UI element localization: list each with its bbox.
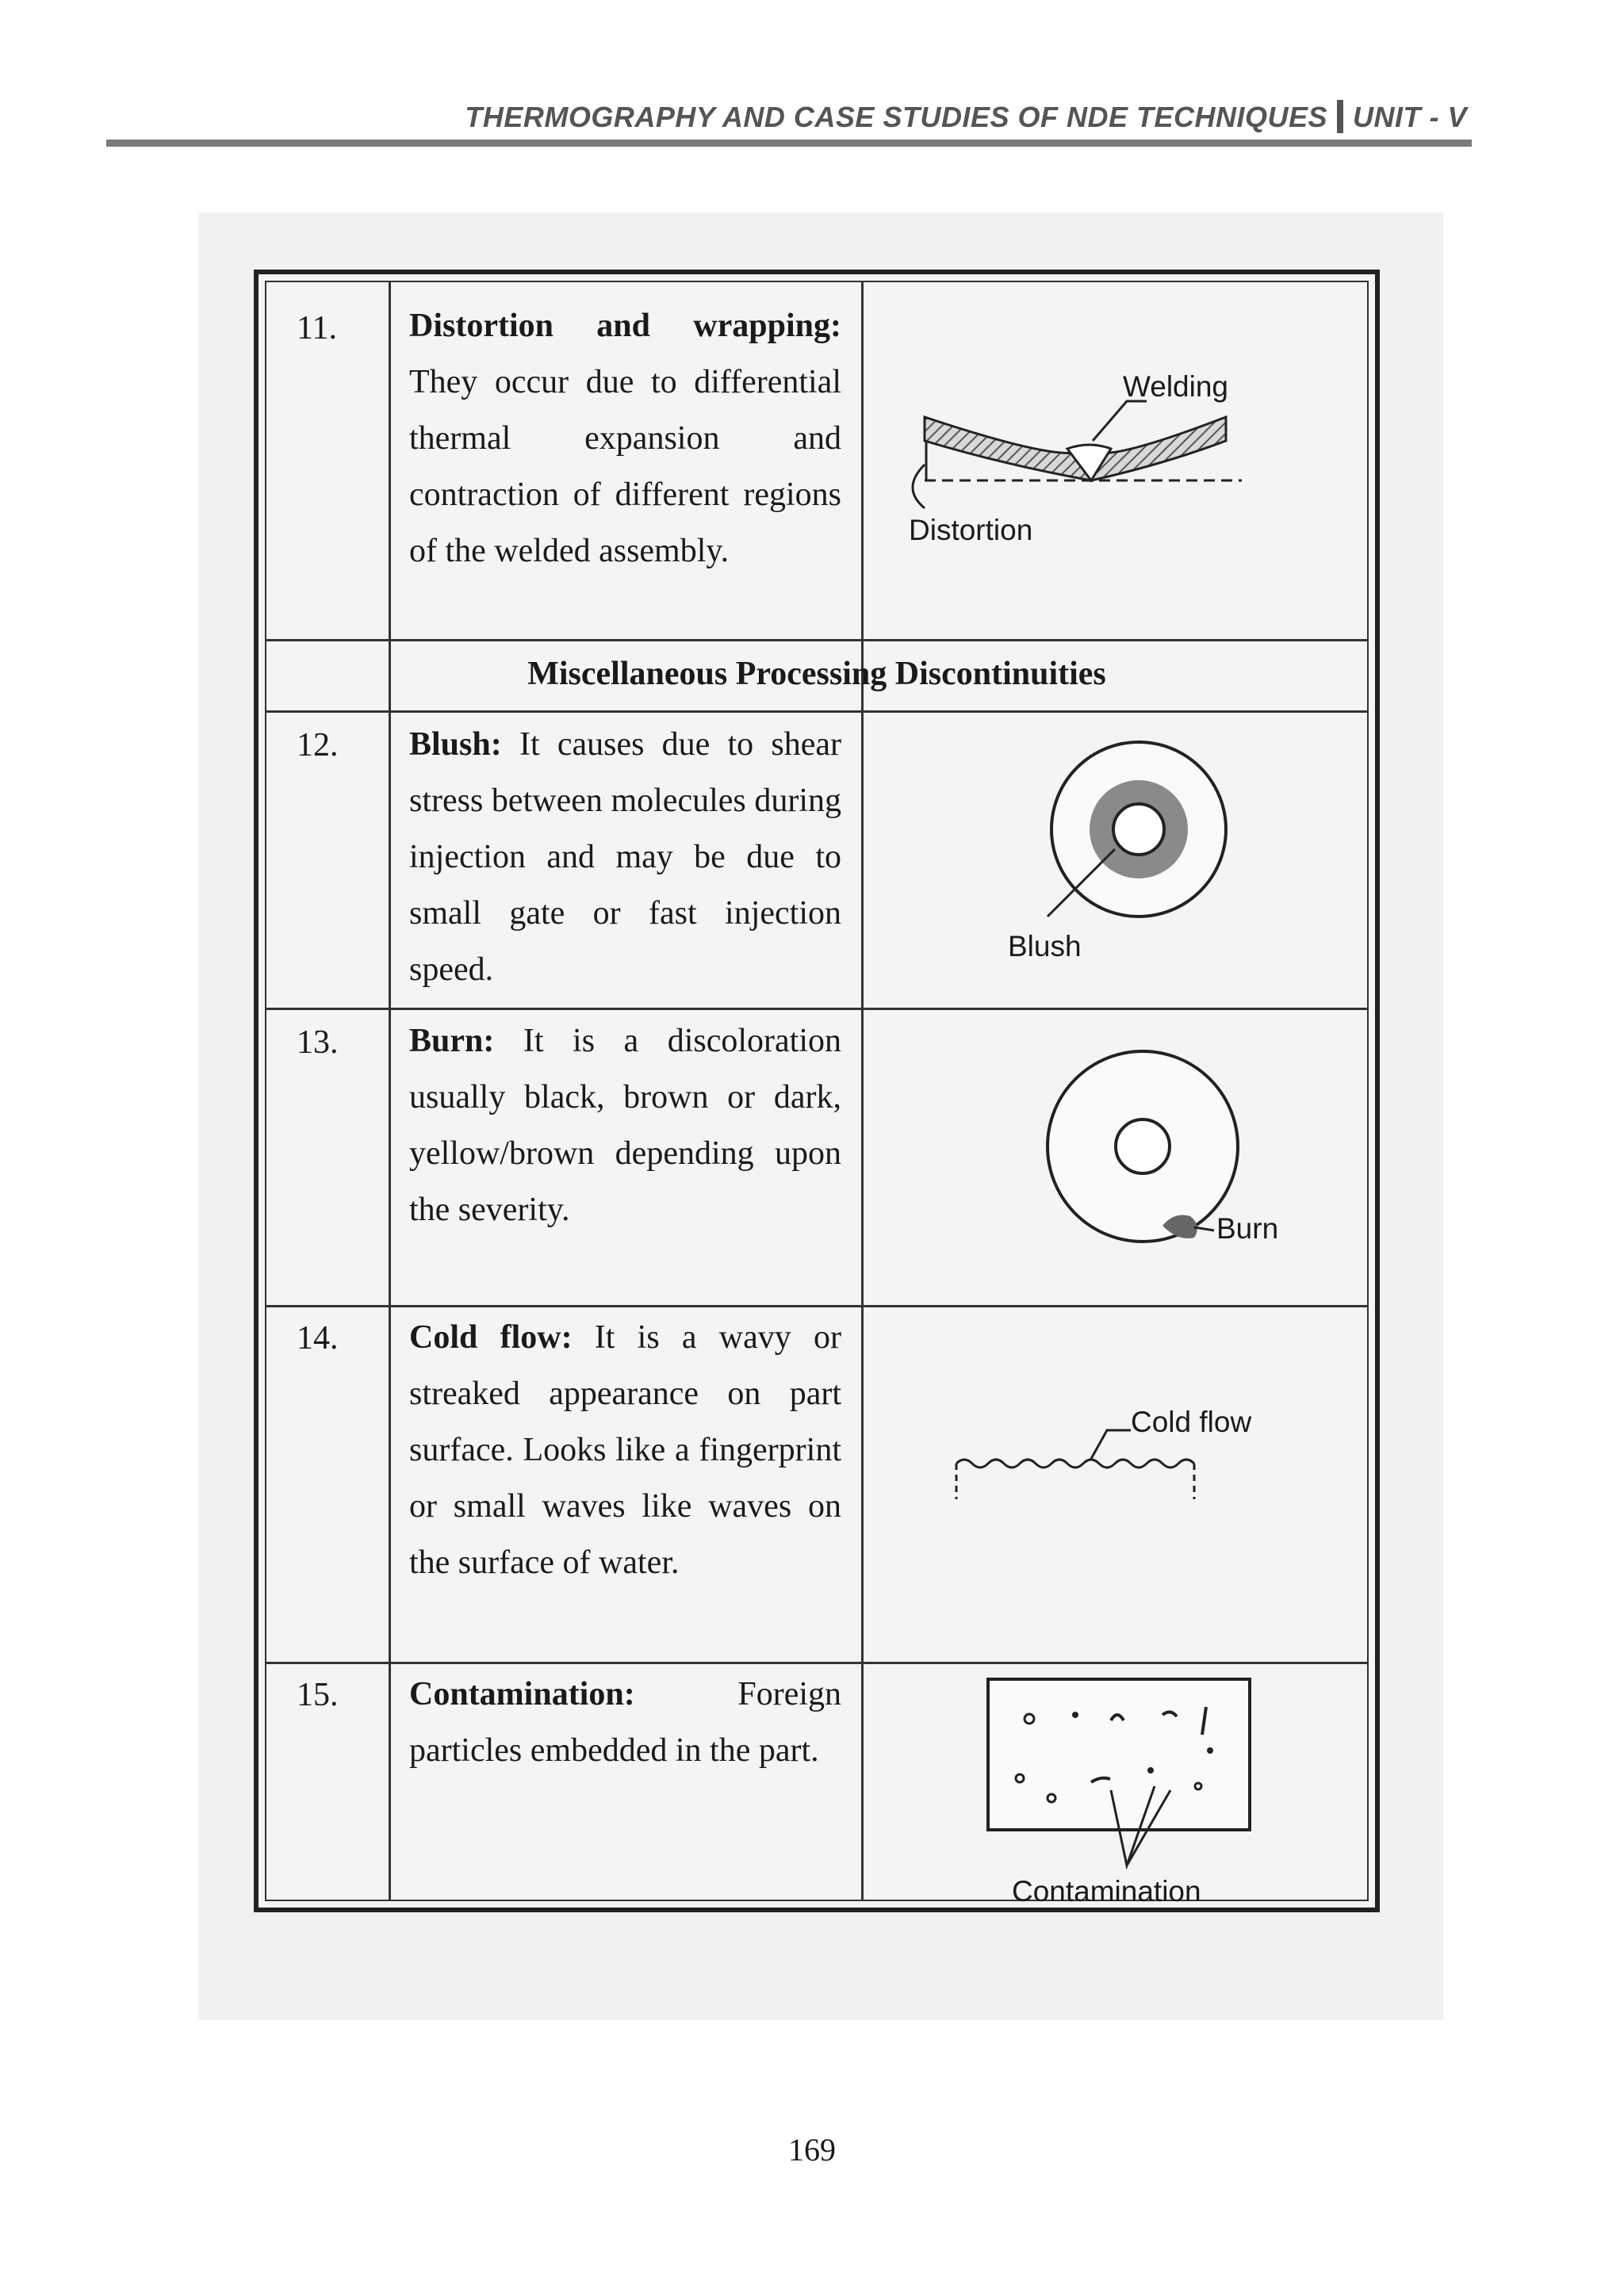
row-13-description: It is a discoloration usually black, brown or dark, yellow/brown depending upon the severity.	[409, 1023, 841, 1228]
row-15-text	[409, 1667, 841, 1779]
row-divider-12	[266, 1008, 1367, 1010]
row-divider-heading	[266, 710, 1367, 713]
row-number-14: 14.	[297, 1320, 339, 1357]
column-divider-2	[861, 282, 864, 1900]
header-title	[465, 100, 1467, 134]
header-separator	[1337, 100, 1343, 133]
row-14-description: It is a wavy or streaked appearance on part surface. Looks like a fingerprint or small waves like waves on the surface of water.	[409, 1319, 841, 1581]
particle-2	[1072, 1712, 1078, 1718]
contamination-label: Contamination	[1012, 1875, 1201, 1908]
row-divider-14	[266, 1662, 1367, 1664]
distortion-leader	[913, 465, 925, 508]
burn-figure	[964, 1043, 1345, 1281]
header-rule	[106, 140, 1472, 147]
page-number: 169	[788, 2132, 836, 2168]
wavy-surface	[956, 1460, 1194, 1468]
particle-1	[1025, 1714, 1034, 1724]
row-14-text	[409, 1310, 841, 1591]
row-13-term: Burn:	[409, 1023, 495, 1059]
row-number-12: 12.	[297, 727, 339, 763]
blush-gate	[1113, 804, 1164, 855]
row-12-description: It causes due to shear stress between molecules during injection and may be due to small gate or fast injection speed.	[409, 726, 841, 988]
welding-leader	[1093, 401, 1147, 441]
section-heading: Miscellaneous Processing Discontinuities	[527, 656, 1106, 692]
header-unit: UNIT - V	[1353, 101, 1467, 133]
blush-figure	[980, 726, 1337, 996]
row-number-13: 13.	[297, 1024, 339, 1061]
contaminated-part	[988, 1679, 1250, 1830]
defects-table	[254, 270, 1380, 1912]
row-15-description: Foreign particles embedded in the part.	[409, 1676, 841, 1769]
burn-label: Burn	[1216, 1212, 1279, 1245]
particle-7	[1016, 1774, 1024, 1782]
row-number-15: 15.	[297, 1677, 339, 1713]
particle-11	[1195, 1783, 1201, 1789]
row-15-term: Contamination:	[409, 1676, 635, 1712]
row-11-text	[409, 298, 841, 580]
cold-flow-leader	[1091, 1430, 1131, 1459]
particle-6	[1207, 1747, 1213, 1754]
burn-gate	[1116, 1119, 1170, 1173]
row-divider-13	[266, 1305, 1367, 1307]
row-12-term: Blush:	[409, 726, 502, 763]
cold-flow-label: Cold flow	[1131, 1406, 1252, 1438]
distortion-figure	[893, 362, 1345, 552]
row-number-11: 11.	[297, 310, 337, 346]
distortion-label: Distortion	[909, 514, 1033, 546]
page-header	[106, 95, 1472, 146]
welding-label: Welding	[1123, 370, 1229, 403]
column-divider-1	[389, 282, 391, 1900]
row-14-term: Cold flow:	[409, 1319, 573, 1356]
blush-label: Blush	[1008, 930, 1082, 962]
row-11-description: They occur due to differential thermal expansion and contraction of different regions of the welded assembly.	[409, 364, 841, 569]
row-11-term: Distortion and wrapping:	[409, 308, 841, 344]
header-chapter-title: THERMOGRAPHY AND CASE STUDIES OF NDE TECHNIQUES	[465, 101, 1327, 133]
row-12-text	[409, 717, 841, 998]
particle-8	[1048, 1794, 1055, 1802]
defects-table-inner	[265, 281, 1369, 1908]
cold-flow-figure	[948, 1400, 1329, 1503]
row-13-text	[409, 1013, 841, 1238]
row-divider-11	[266, 639, 1367, 641]
particle-10	[1147, 1767, 1154, 1774]
contamination-figure	[972, 1671, 1345, 1909]
